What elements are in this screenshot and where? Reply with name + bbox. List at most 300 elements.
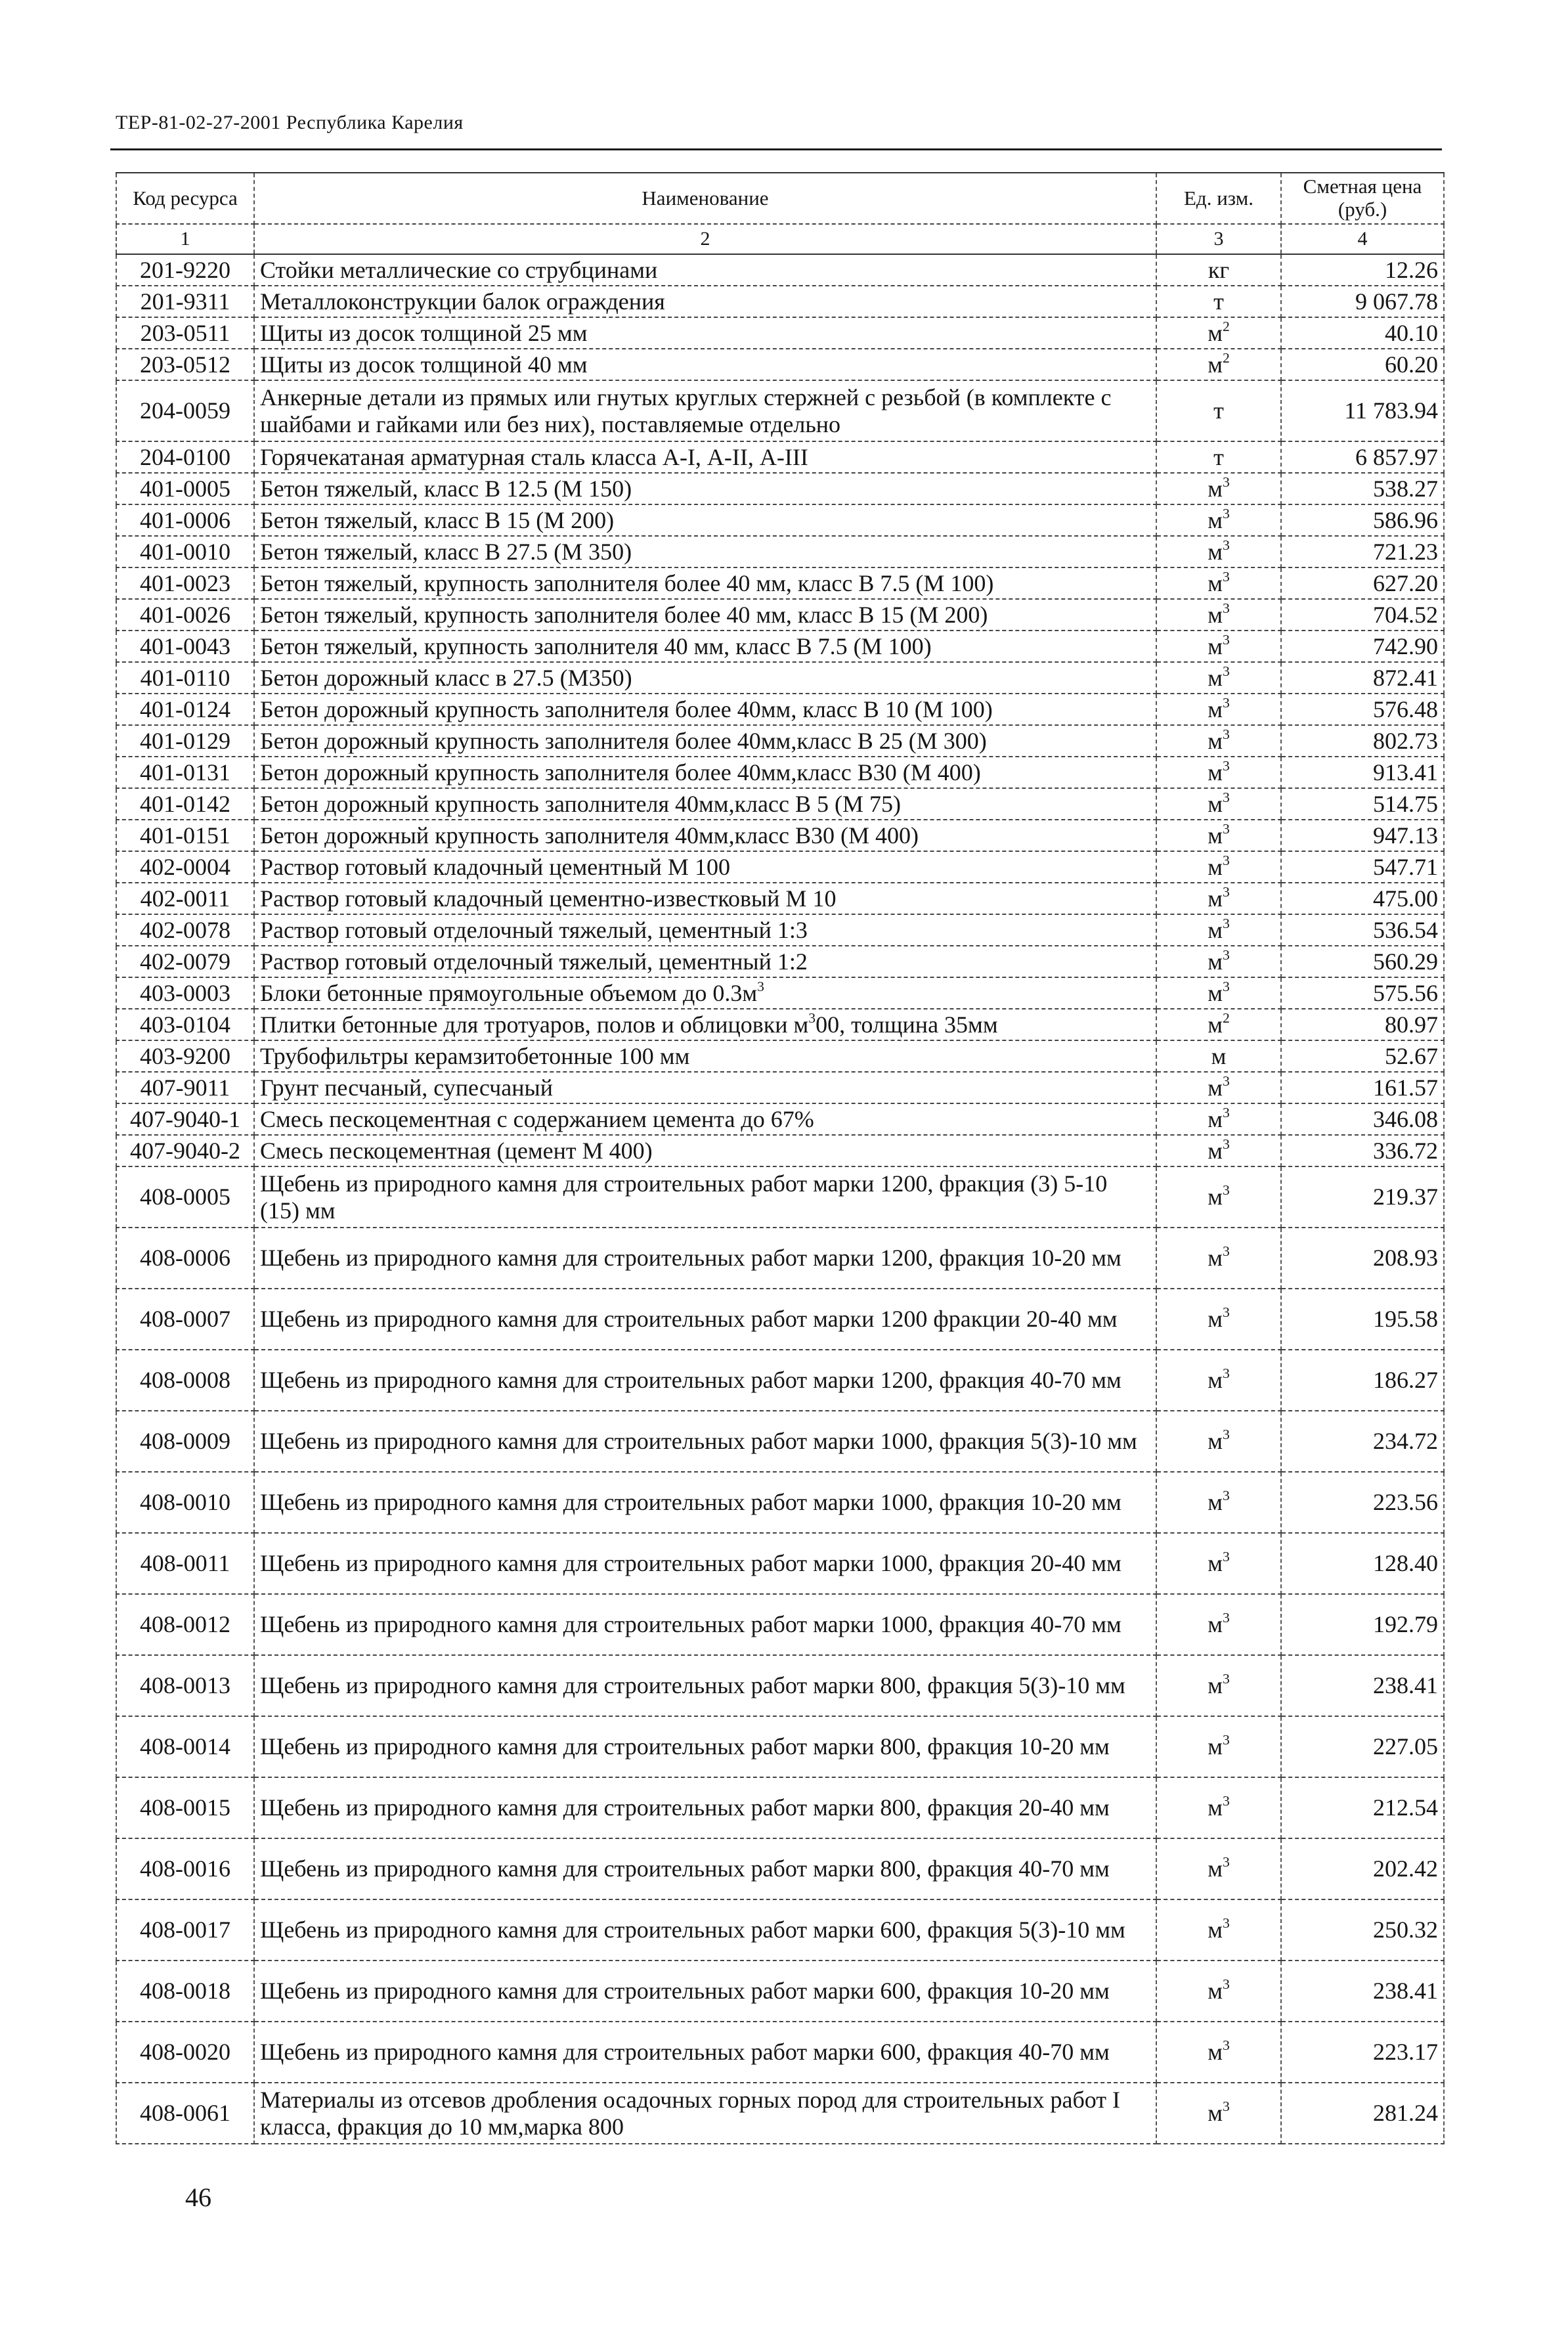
resource-name — [254, 536, 1156, 567]
unit-of-measure — [1156, 473, 1281, 504]
resource-name — [254, 1533, 1156, 1594]
unit-superscript: 3 — [1222, 1073, 1230, 1089]
table-row — [116, 1655, 1444, 1716]
estimated-price: 212.54 — [1281, 1777, 1444, 1838]
unit-superscript: 3 — [1222, 978, 1230, 994]
estimated-price: 547.71 — [1281, 851, 1444, 883]
unit-text: м — [1208, 759, 1223, 786]
table-row — [116, 1166, 1444, 1228]
unit-text: м — [1208, 601, 1223, 628]
unit-of-measure — [1156, 599, 1281, 631]
unit-of-measure — [1156, 567, 1281, 599]
unit-of-measure — [1156, 1350, 1281, 1411]
estimated-price: 12.26 — [1281, 254, 1444, 286]
resource-name-text: Анкерные детали из прямых или гнутых круглых стержней с резьбой (в комплекте с шайбами и гайками или без них), поставляемые отдельно — [260, 384, 1112, 437]
table-row — [116, 662, 1444, 694]
table-row — [116, 2022, 1444, 2083]
estimated-price: 208.93 — [1281, 1228, 1444, 1289]
unit-of-measure — [1156, 1072, 1281, 1103]
resource-name-text: Бетон тяжелый, класс В 27.5 (М 350) — [260, 538, 632, 565]
unit-of-measure — [1156, 380, 1281, 441]
resource-code: 204-0059 — [116, 380, 254, 441]
column-number: 4 — [1281, 224, 1444, 254]
resource-name-text: Бетон дорожный крупность заполнителя более 40мм,класс В30 (М 400) — [260, 759, 981, 786]
unit-text: т — [1213, 443, 1224, 470]
table-row — [116, 1594, 1444, 1655]
unit-of-measure — [1156, 1289, 1281, 1350]
resource-name — [254, 254, 1156, 286]
resource-name-text: Щиты из досок толщиной 25 мм — [260, 319, 588, 346]
resource-name — [254, 473, 1156, 504]
header-rule — [110, 148, 1442, 150]
estimated-price: 80.97 — [1281, 1009, 1444, 1040]
unit-of-measure — [1156, 725, 1281, 757]
resource-code: 408-0017 — [116, 1899, 254, 1961]
unit-of-measure — [1156, 504, 1281, 536]
unit-superscript: 3 — [1222, 726, 1230, 742]
resource-code: 407-9040-2 — [116, 1135, 254, 1166]
estimated-price: 560.29 — [1281, 946, 1444, 977]
unit-superscript: 3 — [1222, 1610, 1230, 1626]
estimated-price: 281.24 — [1281, 2083, 1444, 2144]
unit-of-measure — [1156, 441, 1281, 473]
resource-name-text: Блоки бетонные прямоугольные объемом до 0.3м — [260, 979, 758, 1006]
resource-name-text: Материалы из отсевов дробления осадочных горных пород для строительных работ I класса, фракция до 10 мм,марка 800 — [260, 2087, 1121, 2140]
document-header: ТЕР-81-02-27-2001 Республика Карелия — [116, 112, 464, 133]
unit-superscript: 3 — [1222, 1915, 1230, 1932]
unit-superscript: 3 — [1222, 1243, 1230, 1260]
resource-code: 203-0511 — [116, 317, 254, 349]
unit-superscript: 2 — [1222, 1009, 1230, 1026]
unit-text: м — [1208, 569, 1223, 596]
unit-of-measure — [1156, 631, 1281, 662]
estimated-price: 742.90 — [1281, 631, 1444, 662]
unit-superscript: 2 — [1222, 318, 1230, 334]
unit-text: м — [1208, 475, 1223, 502]
unit-text: м — [1208, 506, 1223, 533]
table-header-row — [116, 173, 1444, 224]
unit-of-measure — [1156, 694, 1281, 725]
resource-name-text: Щебень из природного камня для строительных работ марки 1200, фракция 40-70 мм — [260, 1367, 1122, 1394]
estimated-price: 9 067.78 — [1281, 286, 1444, 317]
unit-superscript: 3 — [1222, 1365, 1230, 1382]
estimated-price: 223.56 — [1281, 1472, 1444, 1533]
table-row — [116, 757, 1444, 788]
unit-of-measure — [1156, 317, 1281, 349]
resource-name — [254, 1472, 1156, 1533]
unit-of-measure — [1156, 1594, 1281, 1655]
resource-name — [254, 1072, 1156, 1103]
unit-of-measure — [1156, 1103, 1281, 1135]
resource-code: 201-9220 — [116, 254, 254, 286]
resource-code: 401-0005 — [116, 473, 254, 504]
unit-of-measure — [1156, 820, 1281, 851]
resource-code: 408-0009 — [116, 1411, 254, 1472]
table-row — [116, 317, 1444, 349]
resource-code: 408-0006 — [116, 1228, 254, 1289]
table-row — [116, 1899, 1444, 1961]
column-header-code: Код ресурса — [116, 173, 254, 224]
resource-name-text: Грунт песчаный, супесчаный — [260, 1074, 553, 1101]
estimated-price: 250.32 — [1281, 1899, 1444, 1961]
estimated-price: 872.41 — [1281, 662, 1444, 694]
resource-name — [254, 1228, 1156, 1289]
column-header-name: Наименование — [254, 173, 1156, 224]
unit-superscript: 3 — [1222, 1304, 1230, 1321]
unit-superscript: 3 — [1222, 568, 1230, 585]
unit-text: м — [1208, 853, 1223, 880]
resource-name-text: Щебень из природного камня для строительных работ марки 600, фракция 40-70 мм — [260, 2039, 1110, 2066]
estimated-price: 219.37 — [1281, 1166, 1444, 1228]
resource-name-text: Щебень из природного камня для строительных работ марки 800, фракция 10-20 мм — [260, 1733, 1110, 1760]
resource-code: 403-9200 — [116, 1040, 254, 1072]
resource-code: 403-0104 — [116, 1009, 254, 1040]
resource-name-text: Щебень из природного камня для строительных работ марки 1000, фракция 5(3)-10 мм — [260, 1428, 1137, 1455]
table-row — [116, 254, 1444, 286]
unit-of-measure — [1156, 1777, 1281, 1838]
table-row — [116, 631, 1444, 662]
unit-text: м — [1208, 1550, 1223, 1577]
unit-text: м — [1208, 1672, 1223, 1699]
resource-name — [254, 1040, 1156, 1072]
unit-superscript: 3 — [1222, 852, 1230, 868]
resource-name — [254, 631, 1156, 662]
table-row — [116, 1103, 1444, 1135]
table-row — [116, 1228, 1444, 1289]
resource-name-text: Бетон тяжелый, класс В 15 (М 200) — [260, 506, 615, 533]
unit-text: м — [1208, 1855, 1223, 1882]
unit-superscript: 3 — [1222, 631, 1230, 648]
column-number: 2 — [254, 224, 1156, 254]
estimated-price: 538.27 — [1281, 473, 1444, 504]
resource-code: 203-0512 — [116, 349, 254, 380]
estimated-price: 161.57 — [1281, 1072, 1444, 1103]
unit-text: м — [1208, 1428, 1223, 1455]
estimated-price: 627.20 — [1281, 567, 1444, 599]
page-number: 46 — [185, 2183, 211, 2212]
unit-of-measure — [1156, 1961, 1281, 2022]
resource-code: 401-0142 — [116, 788, 254, 820]
table-row — [116, 1135, 1444, 1166]
resource-name — [254, 1594, 1156, 1655]
unit-superscript: 3 — [1222, 1427, 1230, 1443]
resource-name-text: Стойки металлические со струбцинами — [260, 256, 658, 283]
estimated-price: 704.52 — [1281, 599, 1444, 631]
unit-text: м — [1208, 979, 1223, 1006]
resource-name-text: Бетон дорожный крупность заполнителя более 40мм,класс В 25 (М 300) — [260, 727, 987, 754]
superscript: 3 — [808, 1009, 816, 1026]
estimated-price: 234.72 — [1281, 1411, 1444, 1472]
resource-name-text: Щебень из природного камня для строительных работ марки 1200, фракция 10-20 мм — [260, 1245, 1122, 1272]
resource-name — [254, 317, 1156, 349]
resource-name-text: Раствор готовый отделочный тяжелый, цементный 1:3 — [260, 916, 808, 943]
unit-of-measure — [1156, 1040, 1281, 1072]
unit-of-measure — [1156, 1228, 1281, 1289]
resource-name — [254, 725, 1156, 757]
column-header-price: Сметная цена (руб.) — [1281, 173, 1444, 224]
unit-text: м — [1208, 2100, 1223, 2127]
resource-name — [254, 851, 1156, 883]
resource-name — [254, 820, 1156, 851]
unit-superscript: 3 — [1222, 1136, 1230, 1152]
table-row — [116, 349, 1444, 380]
resource-code: 401-0006 — [116, 504, 254, 536]
table-row — [116, 504, 1444, 536]
unit-of-measure — [1156, 757, 1281, 788]
unit-text: м — [1208, 319, 1223, 346]
estimated-price: 195.58 — [1281, 1289, 1444, 1350]
resource-name-text: Бетон дорожный крупность заполнителя 40мм,класс В 5 (М 75) — [260, 790, 901, 817]
unit-of-measure — [1156, 914, 1281, 946]
resource-name-text: Щебень из природного камня для строительных работ марки 1000, фракция 20-40 мм — [260, 1550, 1122, 1577]
estimated-price: 202.42 — [1281, 1838, 1444, 1899]
resource-name-text: Щебень из природного камня для строительных работ марки 600, фракция 10-20 мм — [260, 1978, 1110, 2005]
unit-superscript: 3 — [1222, 1549, 1230, 1565]
resource-code: 401-0010 — [116, 536, 254, 567]
unit-superscript: 3 — [1222, 946, 1230, 963]
resource-name — [254, 567, 1156, 599]
table-row — [116, 441, 1444, 473]
resource-code: 408-0012 — [116, 1594, 254, 1655]
resource-code: 204-0100 — [116, 441, 254, 473]
resource-code: 408-0020 — [116, 2022, 254, 2083]
estimated-price: 586.96 — [1281, 504, 1444, 536]
unit-of-measure — [1156, 1166, 1281, 1228]
resource-name — [254, 380, 1156, 441]
unit-of-measure — [1156, 1716, 1281, 1777]
resource-name-text: Бетон тяжелый, крупность заполнителя более 40 мм, класс В 15 (М 200) — [260, 601, 988, 628]
unit-text: м — [1208, 632, 1223, 659]
table-row — [116, 1350, 1444, 1411]
resource-name-text: Бетон тяжелый, крупность заполнителя 40 мм, класс В 7.5 (М 100) — [260, 632, 932, 659]
table-row — [116, 1009, 1444, 1040]
resource-code: 401-0023 — [116, 567, 254, 599]
unit-superscript: 3 — [1222, 1976, 1230, 1993]
estimated-price: 52.67 — [1281, 1040, 1444, 1072]
resource-code: 407-9040-1 — [116, 1103, 254, 1135]
resource-name-text: Смесь пескоцементная с содержанием цемента до 67% — [260, 1105, 814, 1132]
unit-text: м — [1208, 1733, 1223, 1760]
resource-code: 408-0011 — [116, 1533, 254, 1594]
resource-code: 401-0026 — [116, 599, 254, 631]
unit-text: м — [1208, 1367, 1223, 1394]
estimated-price: 192.79 — [1281, 1594, 1444, 1655]
resource-code: 408-0007 — [116, 1289, 254, 1350]
resource-name — [254, 1350, 1156, 1411]
resource-name — [254, 977, 1156, 1009]
table-row — [116, 1289, 1444, 1350]
resource-name — [254, 1103, 1156, 1135]
unit-of-measure — [1156, 1135, 1281, 1166]
unit-superscript: 2 — [1222, 349, 1230, 366]
resource-name — [254, 757, 1156, 788]
table-row — [116, 567, 1444, 599]
resource-name — [254, 286, 1156, 317]
unit-superscript: 3 — [1222, 2037, 1230, 2054]
resource-name — [254, 1289, 1156, 1350]
estimated-price: 576.48 — [1281, 694, 1444, 725]
resource-code: 408-0005 — [116, 1166, 254, 1228]
estimated-price: 128.40 — [1281, 1533, 1444, 1594]
table-row — [116, 1961, 1444, 2022]
unit-text: т — [1213, 288, 1224, 315]
unit-superscript: 3 — [1222, 1671, 1230, 1687]
resource-code: 402-0079 — [116, 946, 254, 977]
resource-name-text: Бетон дорожный крупность заполнителя 40мм,класс В30 (М 400) — [260, 822, 919, 849]
table-row — [116, 851, 1444, 883]
estimated-price: 238.41 — [1281, 1655, 1444, 1716]
resource-code: 401-0043 — [116, 631, 254, 662]
estimated-price: 913.41 — [1281, 757, 1444, 788]
resource-name-text: Металлоконструкции балок ограждения — [260, 288, 665, 315]
resource-name-text: Щебень из природного камня для строительных работ марки 1200, фракция (3) 5-10 (15) мм — [260, 1170, 1108, 1224]
resource-name — [254, 1716, 1156, 1777]
table-row — [116, 1472, 1444, 1533]
resource-name — [254, 883, 1156, 914]
unit-text: т — [1213, 397, 1224, 424]
table-row — [116, 1838, 1444, 1899]
resource-name — [254, 1838, 1156, 1899]
unit-of-measure — [1156, 851, 1281, 883]
unit-superscript: 3 — [1222, 1732, 1230, 1748]
table-row — [116, 473, 1444, 504]
resource-name-text: Щебень из природного камня для строительных работ марки 800, фракция 40-70 мм — [260, 1855, 1110, 1882]
table-row — [116, 883, 1444, 914]
estimated-price: 6 857.97 — [1281, 441, 1444, 473]
resource-name — [254, 1655, 1156, 1716]
unit-text: м — [1208, 916, 1223, 943]
resource-code: 402-0011 — [116, 883, 254, 914]
unit-superscript: 3 — [1222, 1104, 1230, 1120]
estimated-price: 346.08 — [1281, 1103, 1444, 1135]
unit-of-measure — [1156, 1838, 1281, 1899]
resource-name — [254, 349, 1156, 380]
unit-text: м — [1208, 948, 1223, 975]
table-row — [116, 599, 1444, 631]
unit-of-measure — [1156, 1009, 1281, 1040]
unit-text: м — [1208, 790, 1223, 817]
resource-name-text: Щебень из природного камня для строительных работ марки 800, фракция 20-40 мм — [260, 1794, 1110, 1821]
resource-name-text: Раствор готовый кладочный цементно-известковый М 10 — [260, 885, 837, 912]
unit-superscript: 3 — [1222, 1854, 1230, 1871]
unit-of-measure — [1156, 1655, 1281, 1716]
unit-of-measure — [1156, 788, 1281, 820]
estimated-price: 11 783.94 — [1281, 380, 1444, 441]
estimated-price: 575.56 — [1281, 977, 1444, 1009]
unit-text: м — [1208, 538, 1223, 565]
unit-text: м — [1208, 1137, 1223, 1164]
unit-superscript: 3 — [1222, 1793, 1230, 1809]
unit-of-measure — [1156, 662, 1281, 694]
resource-name — [254, 2083, 1156, 2144]
estimated-price: 186.27 — [1281, 1350, 1444, 1411]
unit-superscript: 3 — [1222, 2098, 1230, 2115]
resource-name — [254, 1899, 1156, 1961]
unit-of-measure — [1156, 1899, 1281, 1961]
unit-text: м — [1208, 885, 1223, 912]
unit-of-measure — [1156, 2022, 1281, 2083]
unit-text: м — [1208, 1306, 1223, 1333]
resource-name — [254, 599, 1156, 631]
unit-text: м — [1208, 822, 1223, 849]
unit-text: м — [1208, 664, 1223, 691]
resource-code: 401-0129 — [116, 725, 254, 757]
unit-of-measure — [1156, 536, 1281, 567]
unit-text: м — [1208, 1917, 1223, 1943]
unit-superscript: 3 — [1222, 915, 1230, 931]
resource-code: 407-9011 — [116, 1072, 254, 1103]
unit-of-measure — [1156, 349, 1281, 380]
resource-name — [254, 2022, 1156, 2083]
table-row — [116, 820, 1444, 851]
resource-code: 408-0015 — [116, 1777, 254, 1838]
unit-of-measure — [1156, 1411, 1281, 1472]
unit-superscript: 3 — [1222, 820, 1230, 837]
unit-superscript: 3 — [1222, 600, 1230, 616]
resource-name-text: Щебень из природного камня для строительных работ марки 1000, фракция 10-20 мм — [260, 1489, 1122, 1516]
unit-of-measure — [1156, 977, 1281, 1009]
resource-code: 401-0131 — [116, 757, 254, 788]
unit-of-measure — [1156, 286, 1281, 317]
table-row — [116, 694, 1444, 725]
resource-name-text: Раствор готовый отделочный тяжелый, цементный 1:2 — [260, 948, 808, 975]
resource-name — [254, 946, 1156, 977]
unit-text: м — [1211, 1042, 1227, 1069]
resource-name — [254, 1777, 1156, 1838]
estimated-price: 227.05 — [1281, 1716, 1444, 1777]
resource-name — [254, 914, 1156, 946]
unit-superscript: 3 — [1222, 789, 1230, 805]
column-number: 1 — [116, 224, 254, 254]
estimated-price: 721.23 — [1281, 536, 1444, 567]
resource-name — [254, 788, 1156, 820]
resource-name — [254, 1411, 1156, 1472]
table-row — [116, 946, 1444, 977]
resource-code: 401-0151 — [116, 820, 254, 851]
estimated-price: 60.20 — [1281, 349, 1444, 380]
superscript: 3 — [757, 978, 764, 994]
table-row — [116, 1411, 1444, 1472]
unit-of-measure — [1156, 254, 1281, 286]
unit-superscript: 3 — [1222, 663, 1230, 679]
resource-code: 408-0010 — [116, 1472, 254, 1533]
resource-name-text: Смесь пескоцементная (цемент М 400) — [260, 1137, 653, 1164]
table-row — [116, 286, 1444, 317]
column-number-row — [116, 224, 1444, 254]
table-row — [116, 2083, 1444, 2144]
table-row — [116, 788, 1444, 820]
unit-text: м — [1208, 351, 1223, 378]
estimated-price: 336.72 — [1281, 1135, 1444, 1166]
unit-text: м — [1208, 1011, 1223, 1038]
resource-name-text: Бетон дорожный крупность заполнителя более 40мм, класс В 10 (М 100) — [260, 696, 993, 722]
resource-code: 402-0078 — [116, 914, 254, 946]
unit-superscript: 3 — [1222, 694, 1230, 711]
estimated-price: 238.41 — [1281, 1961, 1444, 2022]
table-body — [116, 254, 1444, 2144]
unit-superscript: 3 — [1222, 883, 1230, 900]
resource-name — [254, 1961, 1156, 2022]
unit-text: м — [1208, 1794, 1223, 1821]
unit-text: м — [1208, 1105, 1223, 1132]
resource-name-text: Плитки бетонные для тротуаров, полов и облицовки м — [260, 1011, 809, 1038]
resource-code: 201-9311 — [116, 286, 254, 317]
unit-text: м — [1208, 1074, 1223, 1101]
resource-code: 408-0016 — [116, 1838, 254, 1899]
table-row — [116, 1040, 1444, 1072]
unit-superscript: 3 — [1222, 474, 1230, 490]
resource-code: 408-0014 — [116, 1716, 254, 1777]
